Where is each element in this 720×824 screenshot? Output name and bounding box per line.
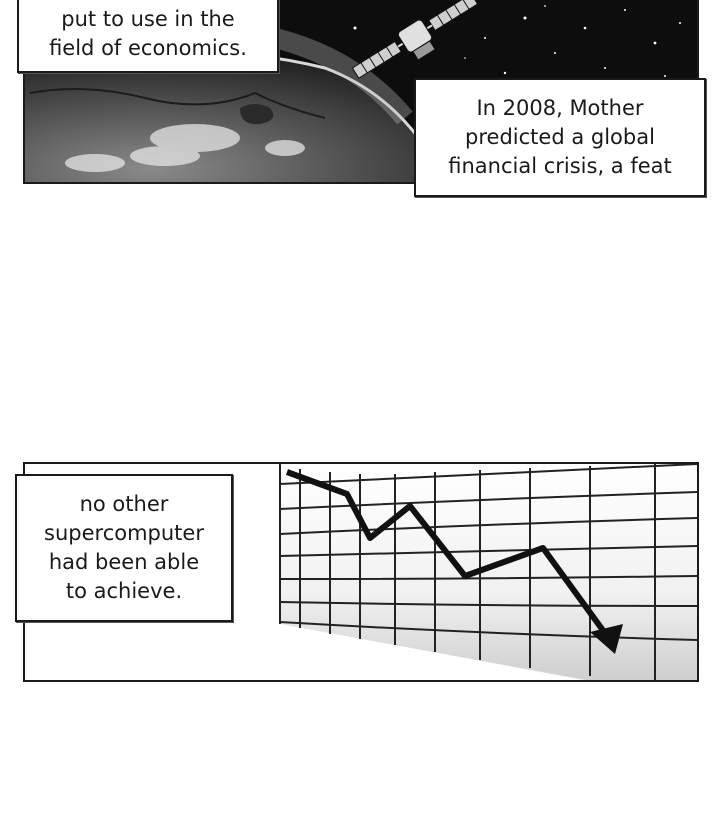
caption-no-other [15,474,233,622]
caption-line: In 2008, Mother [476,96,644,120]
caption-line: no other [79,492,169,516]
caption-2008-prediction [414,78,706,197]
caption-line: had been able [48,550,200,574]
caption-line: to achieve. [65,579,183,603]
caption-economics [17,0,279,73]
caption-line: field of economics. [49,35,247,60]
caption-line: financial crisis, a feat [448,154,672,178]
caption-line: put to use in the [61,6,235,31]
caption-line: supercomputer [44,521,204,545]
caption-line: predicted a global [465,125,655,149]
